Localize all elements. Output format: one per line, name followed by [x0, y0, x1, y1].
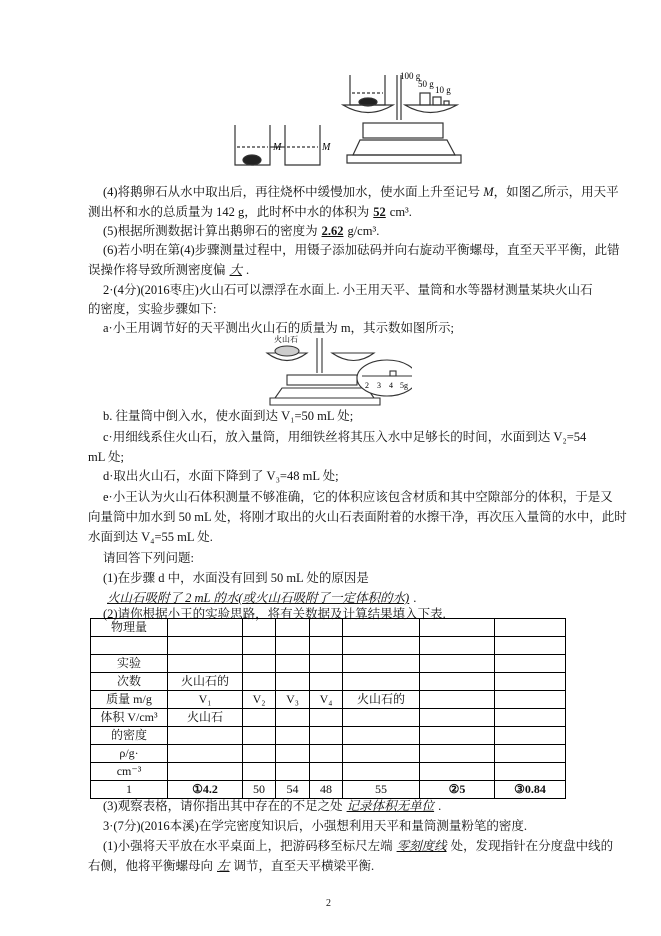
table-cell [495, 637, 566, 655]
table-cell [420, 691, 495, 709]
q2-step-c-line1: c·用细线系住火山石，放入量筒，用细铁丝将其压入水中足够长的时间，水面到达 V₂=54 [103, 430, 587, 444]
q1-step4-line2: 测出杯和水的总质量为 142 g，此时杯中水的体积为 52 cm³. [88, 205, 412, 219]
page-number: 2 [326, 898, 331, 909]
table-cell: ①4.2 [168, 781, 243, 799]
scale-tick-5g: 5g [400, 381, 408, 390]
q2-part3: (3)观察表格，请你指出其中存在的不足之处 记录体积无单位 . [103, 799, 442, 813]
table-cell: V₃ [276, 691, 310, 709]
q2-intro-line1: 2·(4分)(2016枣庄)火山石可以漂浮在水面上. 小王用天平、量筒和水等器材测量某块火山石 [103, 283, 593, 297]
scale-tick-4: 4 [389, 381, 393, 390]
weight-100g-label: 100 g [400, 71, 421, 81]
table-cell [420, 763, 495, 781]
table-cell [495, 673, 566, 691]
table-cell [495, 745, 566, 763]
q2-part1-answer-line: 火山石吸附了 2 mL 的水(或火山石吸附了一定体积的水) . [103, 590, 416, 606]
q2-step-a: a·小王用调节好的天平测出火山石的质量为 m，其示数如图所示; [103, 321, 455, 335]
table-cell [276, 637, 310, 655]
table-cell [168, 637, 243, 655]
mark-label-m1: M [273, 142, 282, 153]
q2-part2: (2)请你根据小王的实验思路，将有关数据及计算结果填入下表. [103, 607, 446, 621]
table-cell [168, 655, 243, 673]
scale-tick-3: 3 [377, 381, 381, 390]
table-cell: 1 [91, 781, 168, 799]
table-cell [243, 745, 276, 763]
table-cell [276, 727, 310, 745]
table-cell: 火山石的 [168, 673, 243, 691]
table-cell [243, 763, 276, 781]
table-cell [243, 709, 276, 727]
table-cell [310, 637, 343, 655]
table-cell [276, 763, 310, 781]
table-cell [495, 709, 566, 727]
q2-part1: (1)在步骤 d 中，水面没有回到 50 mL 处的原因是 [103, 571, 369, 585]
q1-step6-line2: 误操作将导致所测密度偏 大 . [88, 263, 250, 277]
mark-label-m2: M [322, 142, 331, 153]
table-row [91, 637, 566, 655]
answer-zero-mark: 零刻度线 [396, 839, 447, 853]
q2-intro-line2: 的密度，实验步骤如下: [88, 302, 217, 316]
q2-step-e-line3: 水面到达 V₄=55 mL 处. [88, 530, 213, 544]
table-cell [343, 637, 420, 655]
table-cell [243, 637, 276, 655]
answer-density: 2.62 [321, 224, 344, 238]
scale-tick-2: 2 [365, 381, 369, 390]
table-cell [495, 763, 566, 781]
table-cell [343, 745, 420, 763]
table-cell [420, 673, 495, 691]
weight-10g-label: 10 g [435, 85, 451, 95]
table-cell [343, 673, 420, 691]
table-cell [310, 619, 343, 637]
q2-step-d: d·取出火山石，水面下降到了 V₃=48 mL 处; [103, 469, 339, 483]
table-cell: V₁ [168, 691, 243, 709]
answer-volume: 52 [373, 205, 386, 219]
table-cell: 次数 [91, 673, 168, 691]
table-cell [343, 709, 420, 727]
table-cell: V₄ [310, 691, 343, 709]
figure-beakers-and-balance [225, 65, 465, 175]
q1-step5: (5)根据所测数据计算出鹅卵石的密度为 2.62 g/cm³. [103, 224, 380, 238]
table-cell: ρ/g· [91, 745, 168, 763]
table-cell [420, 655, 495, 673]
table-cell [243, 727, 276, 745]
table-row [91, 709, 566, 727]
table-cell: 50 [243, 781, 276, 799]
answer-direction: 左 [217, 859, 230, 873]
q2-step-c-line2: mL 处; [88, 450, 124, 464]
q2-ask: 请回答下列问题: [103, 551, 194, 565]
table-row [91, 655, 566, 673]
table-cell [276, 619, 310, 637]
table-cell [243, 673, 276, 691]
q2-step-b: b. 往量筒中倒入水，使水面到达 V₁=50 mL 处; [103, 409, 354, 423]
table-cell [343, 655, 420, 673]
table-cell [343, 619, 420, 637]
q3-intro: 3·(7分)(2016本溪)在学完密度知识后，小强想利用天平和量筒测量粉笔的密度. [103, 819, 527, 833]
table-cell: 54 [276, 781, 310, 799]
weight-50g-label: 50 g [418, 79, 434, 89]
table-cell: 的密度 [91, 727, 168, 745]
table-cell [276, 709, 310, 727]
answer-deficiency: 记录体积无单位 [346, 799, 435, 813]
table-cell: 质量 m/g [91, 691, 168, 709]
answer-reason: 火山石吸附了 2 mL 的水(或火山石吸附了一定体积的水) [107, 591, 410, 605]
q2-step-e-line1: e·小王认为火山石体积测量不够准确，它的体积应该包含材质和其中空隙部分的体积，于是又 [103, 490, 613, 504]
table-cell [343, 727, 420, 745]
table-cell [243, 619, 276, 637]
table-row [91, 763, 566, 781]
table-cell [91, 637, 168, 655]
answer-bias: 大 [229, 263, 243, 277]
table-cell [420, 619, 495, 637]
table-cell [495, 727, 566, 745]
table-cell [310, 709, 343, 727]
table-cell [310, 745, 343, 763]
table-cell: V₂ [243, 691, 276, 709]
table-cell [420, 637, 495, 655]
table-row [91, 673, 566, 691]
q1-step6-line1: (6)若小明在第(4)步骤测量过程中，用镊子添加砝码并向右旋动平衡螺母，直至天平平衡，此错 [103, 243, 620, 257]
table-cell [420, 709, 495, 727]
table-row [91, 619, 566, 637]
table-cell [168, 727, 243, 745]
q2-step-e-line2: 向量筒中加水到 50 mL 处，将刚才取出的火山石表面附着的水擦干净，再次压入量筒的水中，此时 [88, 510, 627, 524]
table-cell [168, 619, 243, 637]
table-cell [420, 745, 495, 763]
table-cell [276, 673, 310, 691]
table-cell [310, 727, 343, 745]
figure-balance-with-stone [262, 333, 412, 408]
table-cell [168, 745, 243, 763]
table-cell: 体积 V/cm³ [91, 709, 168, 727]
table-cell [495, 619, 566, 637]
table-cell: 55 [343, 781, 420, 799]
table-cell [420, 727, 495, 745]
table-cell [495, 655, 566, 673]
table-cell [276, 745, 310, 763]
table-cell [310, 655, 343, 673]
table-cell: 48 [310, 781, 343, 799]
table-cell [276, 655, 310, 673]
table-cell: 物理量 [91, 619, 168, 637]
table-cell: 火山石 [168, 709, 243, 727]
table-cell: ③0.84 [495, 781, 566, 799]
stone-label: 火山石 [274, 335, 298, 344]
table-cell [243, 655, 276, 673]
table-cell: 火山石的 [343, 691, 420, 709]
table-cell: cm⁻³ [91, 763, 168, 781]
table-cell [310, 763, 343, 781]
table-cell [168, 763, 243, 781]
q3-part1-line1: (1)小强将天平放在水平桌面上，把游码移至标尺左端 零刻度线 处，发现指针在分度盘中线的 [103, 839, 614, 853]
table-cell: 实验 [91, 655, 168, 673]
table-cell [310, 673, 343, 691]
table-row [91, 727, 566, 745]
table-row [91, 781, 566, 799]
table-cell [343, 763, 420, 781]
table-cell: ②5 [420, 781, 495, 799]
table-row [91, 691, 566, 709]
q3-part1-line2: 右侧，他将平衡螺母向 左 调节，直至天平横梁平衡. [88, 859, 375, 873]
data-table [90, 618, 566, 799]
q1-step4-line1: (4)将鹅卵石从水中取出后，再往烧杯中缓慢加水，使水面上升至记号 M，如图乙所示，用天平 [103, 185, 619, 199]
table-cell [495, 691, 566, 709]
table-row [91, 745, 566, 763]
